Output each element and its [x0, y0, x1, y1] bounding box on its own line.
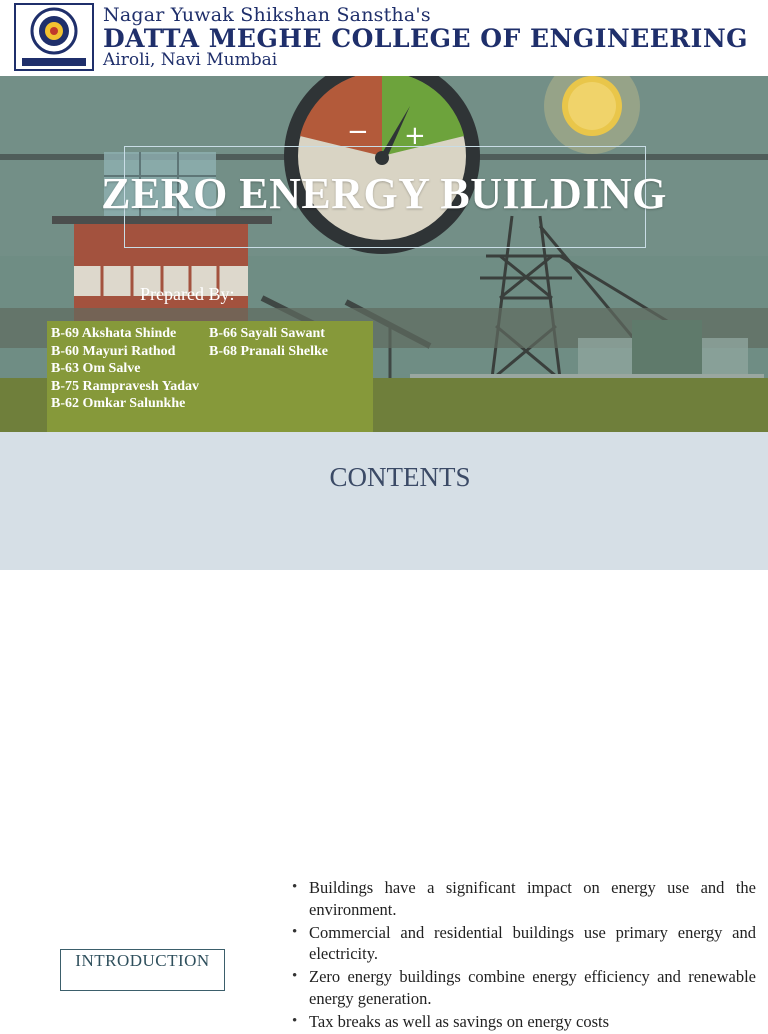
bullet-item: • Zero energy buildings combine energy efficiency and renewable energy generation.: [292, 966, 756, 1009]
contents-slide: [0, 432, 768, 570]
slide-title: ZERO ENERGY BUILDING: [101, 169, 667, 218]
contents-heading: CONTENTS: [329, 462, 471, 492]
members-column-1: [51, 325, 201, 413]
members-column-2: [209, 325, 369, 360]
bullet-item: • Buildings have a significant impact on energy use and the environment.: [292, 877, 756, 920]
college-location: Airoli, Navi Mumbai: [103, 50, 278, 70]
member-name: B-63 Om Salve: [51, 361, 141, 376]
title-slide: [0, 76, 768, 432]
college-header: [0, 0, 768, 76]
member-name: B-68 Pranali Shelke: [209, 343, 329, 359]
meter-minus: −: [347, 117, 369, 147]
member-name: B-60 Mayuri Rathod: [51, 343, 176, 359]
introduction-bullets: [292, 877, 756, 1034]
introduction-label: INTRODUCTION: [60, 949, 225, 991]
member-name: B-69 Akshata Shinde: [51, 326, 177, 341]
bullet-item: • Commercial and residential buildings use primary energy and electricity.: [292, 922, 756, 965]
bullet-item: • Tax breaks as well as savings on energy costs: [292, 1011, 756, 1033]
member-name: B-62 Omkar Salunkhe: [51, 396, 186, 411]
college-emblem-icon: [14, 3, 94, 71]
member-name: B-66 Sayali Sawant: [209, 326, 325, 341]
college-name: DATTA MEGHE COLLEGE OF ENGINEERING: [103, 24, 749, 53]
team-members-box: [47, 321, 373, 432]
meter-plus: +: [404, 121, 426, 151]
prepared-by-label: Prepared By:: [140, 284, 235, 304]
trust-name: Nagar Yuwak Shikshan Sanstha's: [103, 4, 431, 26]
member-name: B-75 Rampravesh Yadav: [51, 378, 200, 394]
